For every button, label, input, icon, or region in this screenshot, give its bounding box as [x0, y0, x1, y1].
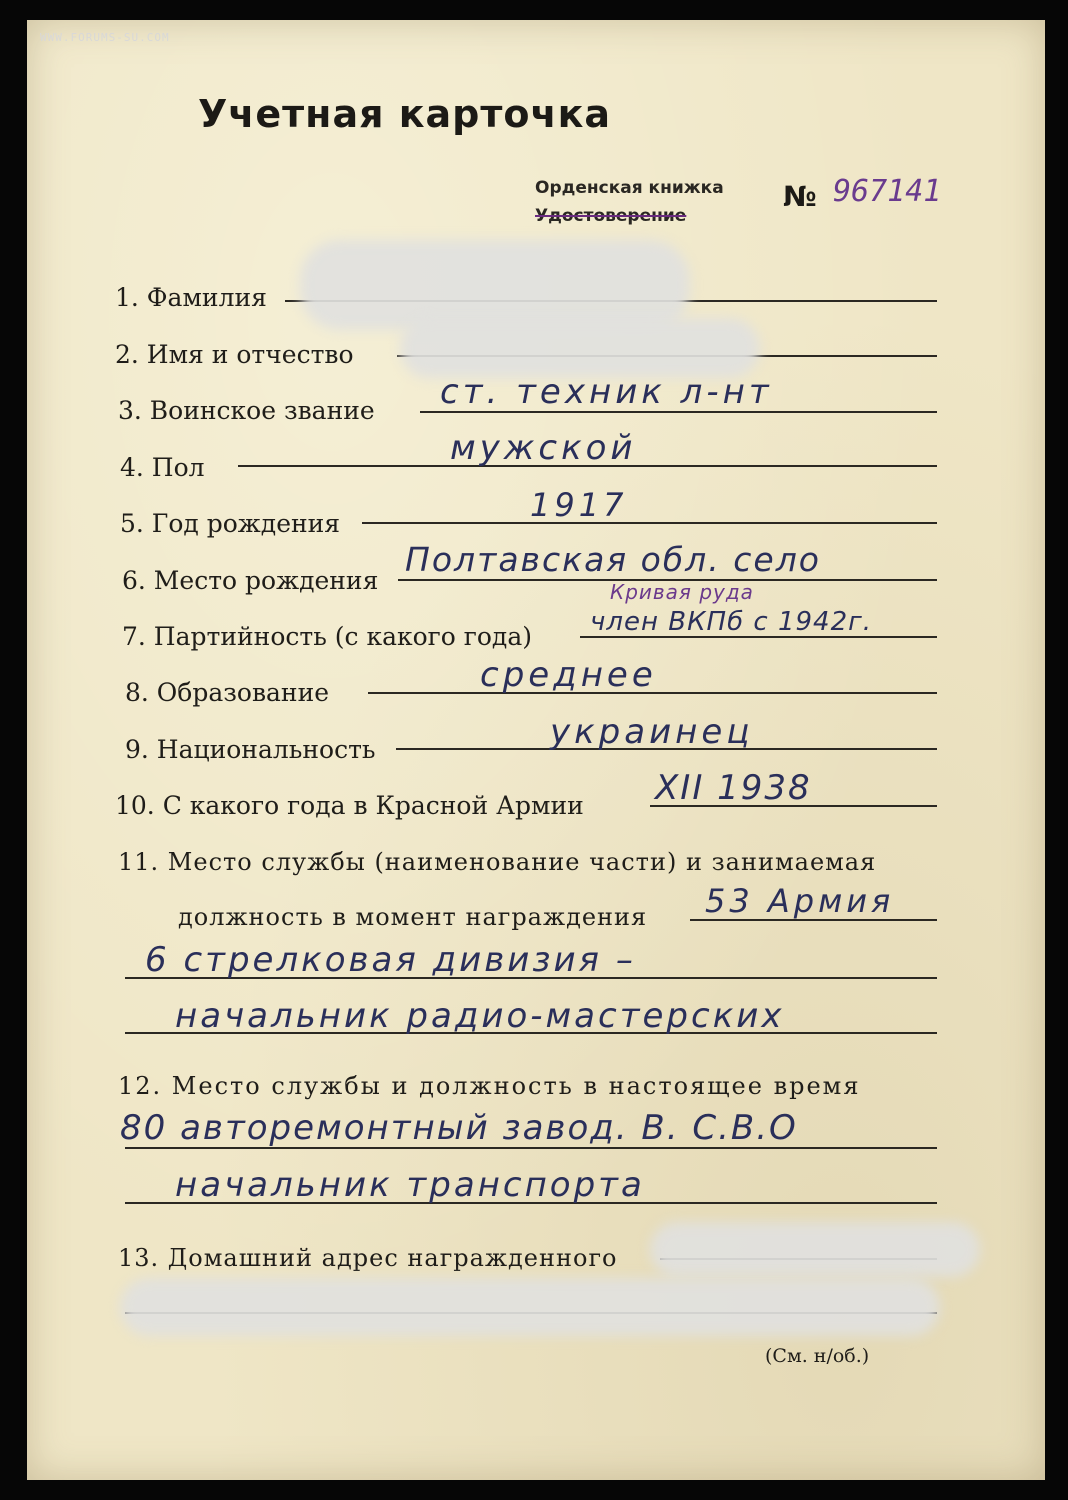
redaction-name [400, 318, 760, 378]
field-name-label: 2. Имя и отчество [115, 340, 354, 369]
field-service-label-2: должность в момент награждения [178, 903, 648, 931]
field-party-value: член ВКПб с 1942г. [590, 607, 873, 637]
card-title: Учетная карточка [198, 92, 611, 136]
field-birthplace-value-2: Кривая руда [610, 580, 754, 604]
field-birthyear-label: 5. Год рождения [120, 509, 341, 538]
field-service-value-2: 6 стрелковая дивизия – [145, 940, 636, 980]
number-sign: № [783, 180, 817, 213]
field-education-value: среднее [480, 655, 657, 695]
redaction-address-2 [120, 1278, 940, 1336]
field-rank-label: 3. Воинское звание [118, 396, 375, 425]
document-number: 967141 [833, 174, 942, 209]
field-sex-label: 4. Пол [120, 453, 205, 482]
redaction-surname [300, 240, 690, 330]
field-current-service-value-2: начальник транспорта [175, 1165, 645, 1205]
field-service-label-1: 11. Место службы (наименование части) и занимаемая [118, 848, 877, 876]
field-nationality-value: украинец [550, 712, 754, 752]
watermark: WWW.FORUMS-SU.COM [40, 31, 170, 44]
footnote: (См. н/об.) [765, 1345, 870, 1367]
field-service-value-1: 53 Армия [705, 882, 895, 920]
field-birthyear-value: 1917 [530, 486, 628, 524]
field-sex-value: мужской [450, 428, 637, 468]
field-service-value-3: начальник радио-мастерских [175, 996, 785, 1036]
document-type [535, 174, 724, 230]
field-nationality-label: 9. Национальность [125, 735, 376, 764]
field-birthplace-value: Полтавская обл. село [405, 540, 821, 579]
document-type-primary: Орденская книжка [535, 178, 724, 198]
redaction-address-1 [650, 1222, 980, 1277]
field-surname-label: 1. Фамилия [115, 283, 267, 312]
field-party-label: 7. Партийность (с какого года) [122, 622, 532, 651]
field-current-service-value-1: 80 авторемонтный завод. В. С.В.О [120, 1108, 798, 1148]
field-army-year-label: 10. С какого года в Красной Армии [115, 791, 584, 820]
field-army-year-value: XII 1938 [655, 768, 812, 808]
document-type-struck: Удостоверение [535, 206, 687, 226]
field-birthplace-label: 6. Место рождения [122, 566, 379, 595]
field-education-label: 8. Образование [125, 678, 330, 707]
field-address-label: 13. Домашний адрес награжденного [118, 1244, 618, 1272]
field-rank-value: ст. техник л-нт [440, 372, 773, 412]
field-current-service-label: 12. Место службы и должность в настоящее время [118, 1072, 861, 1100]
field-birthyear-line [362, 522, 937, 524]
